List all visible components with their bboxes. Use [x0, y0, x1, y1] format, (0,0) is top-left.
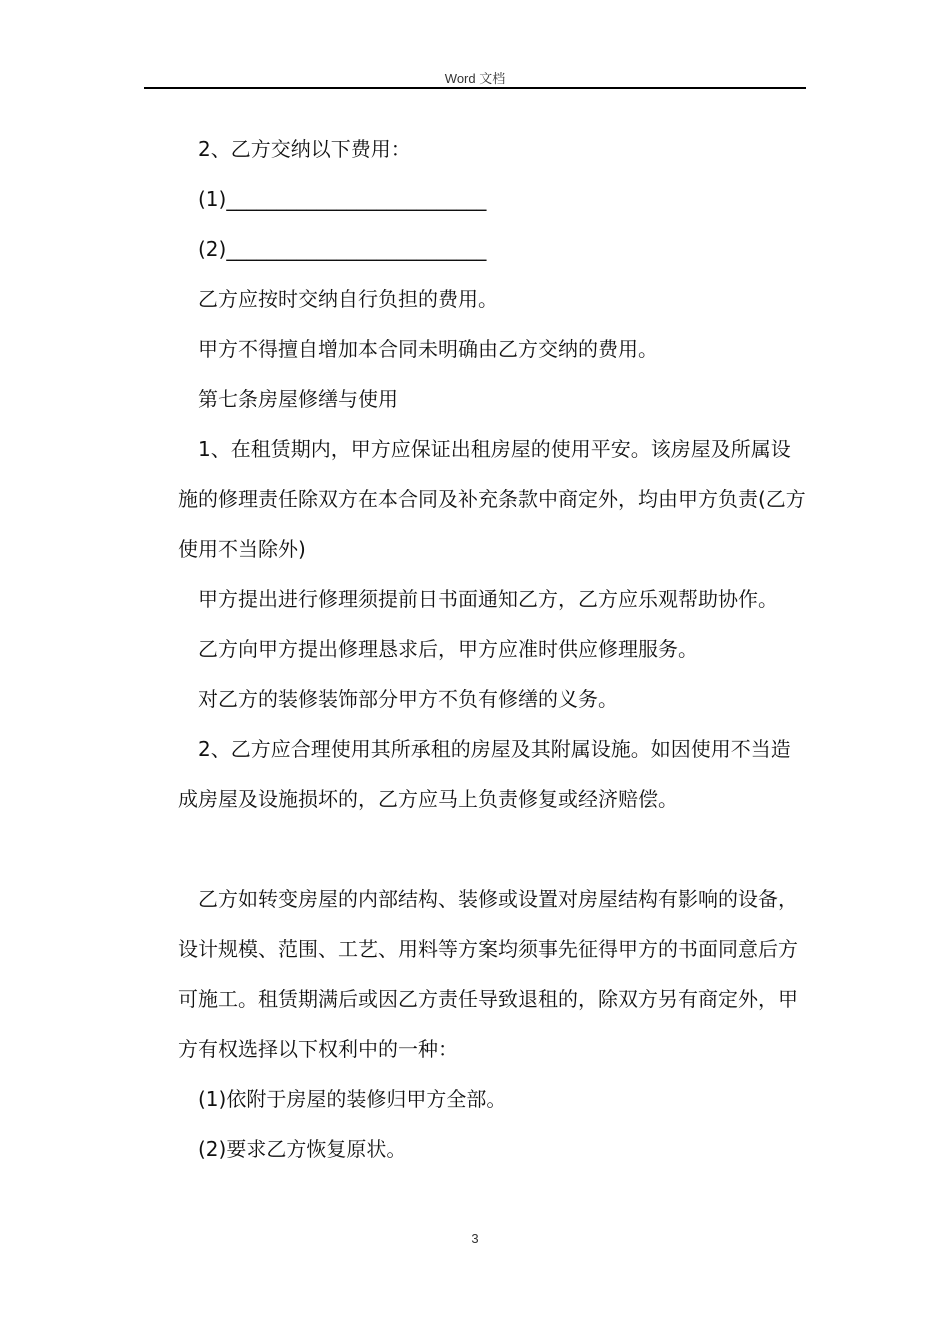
paragraph-spacer [178, 824, 808, 874]
section-heading: 第七条房屋修缮与使用 [198, 387, 398, 411]
paragraph: 乙方向甲方提出修理恳求后，甲方应准时供应修理服务。 [198, 637, 698, 661]
header-title: Word 文档 [444, 71, 506, 86]
paragraph-blank-line: (2)__________________________ [198, 237, 487, 261]
paragraph: 甲方不得擅自增加本合同未明确由乙方交纳的费用。 [198, 337, 658, 361]
paragraph: (2)要求乙方恢复原状。 [198, 1137, 407, 1161]
document-body [178, 124, 808, 1174]
paragraph-blank-line: (1)__________________________ [198, 187, 487, 211]
paragraph: 2、乙方交纳以下费用： [198, 137, 411, 161]
header-divider [144, 87, 806, 89]
paragraph: 乙方如转变房屋的内部结构、装修或设置对房屋结构有影响的设备，设计规模、范围、工艺、用料等方案均须事先征得甲方的书面同意后方可施工。租赁期满后或因乙方责任导致退租的，除双方另有商定外，甲方有权选择以下权利中的一种： [178, 887, 798, 1061]
paragraph: 对乙方的装修装饰部分甲方不负有修缮的义务。 [198, 687, 618, 711]
paragraph: 乙方应按时交纳自行负担的费用。 [198, 287, 498, 311]
paragraph: (1)依附于房屋的装修归甲方全部。 [198, 1087, 507, 1111]
paragraph: 2、乙方应合理使用其所承租的房屋及其附属设施。如因使用不当造成房屋及设施损坏的，乙方应马上负责修复或经济赔偿。 [178, 737, 791, 811]
page-number: 3 [471, 1231, 479, 1246]
paragraph: 1、在租赁期内，甲方应保证出租房屋的使用平安。该房屋及所属设施的修理责任除双方在本合同及补充条款中商定外，均由甲方负责(乙方使用不当除外) [178, 437, 806, 561]
paragraph: 甲方提出进行修理须提前日书面通知乙方，乙方应乐观帮助协作。 [198, 587, 778, 611]
